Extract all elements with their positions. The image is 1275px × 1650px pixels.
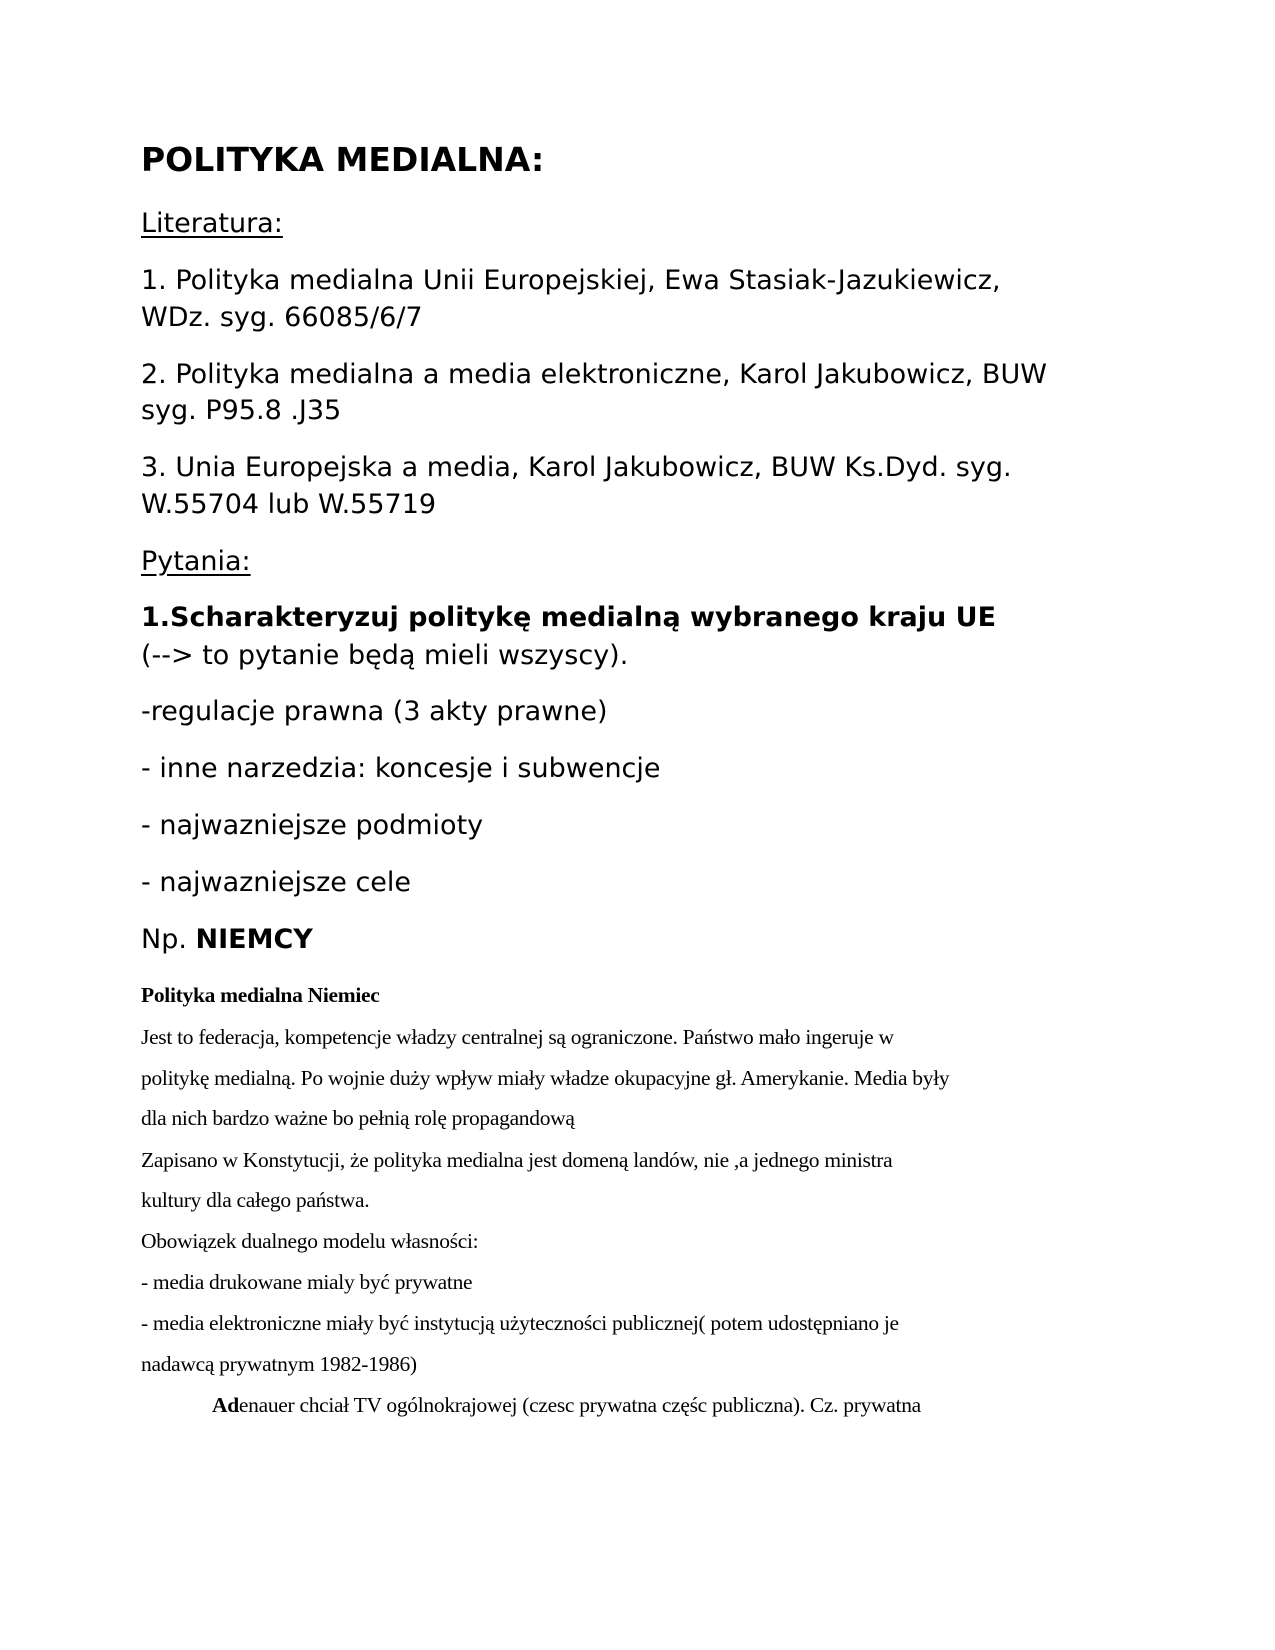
literature-item-2: 2. Polityka medialna a media elektroniczne, Karol Jakubowicz, BUW	[141, 359, 1047, 390]
example-prefix: Np.	[141, 924, 196, 955]
body-line: Jest to federacja, kompetencje władzy centralnej są ograniczone. Państwo mało ingeruje w	[141, 1025, 894, 1049]
document-title: POLITYKA MEDIALNA:	[141, 140, 545, 179]
literature-item-1-cont: WDz. syg. 66085/6/7	[141, 302, 423, 333]
literature-item-1: 1. Polityka medialna Unii Europejskiej, Ewa Stasiak-Jazukiewicz,	[141, 265, 1001, 296]
body-line-rest: enauer chciał TV ogólnokrajowej (czesc prywatna częśc publiczna). Cz. prywatna	[238, 1393, 921, 1417]
bold-fragment: Ad	[212, 1393, 239, 1417]
literature-heading: Literatura:	[141, 208, 283, 239]
question-1: 1.Scharakteryzuj politykę medialną wybranego kraju UE	[141, 602, 997, 633]
point-item: - inne narzedzia: koncesje i subwencje	[141, 753, 661, 784]
body-line: - media drukowane mialy być prywatne	[141, 1270, 473, 1294]
point-item: - najwazniejsze podmioty	[141, 810, 484, 841]
literature-item-3-cont: W.55704 lub W.55719	[141, 489, 437, 520]
body-line: Zapisano w Konstytucji, że polityka medialna jest domeną landów, nie ,a jednego ministra	[141, 1148, 893, 1172]
question-1-note: (--> to pytanie będą mieli wszyscy).	[141, 640, 629, 671]
body-line: nadawcą prywatnym 1982-1986)	[141, 1352, 417, 1376]
body-line: politykę medialną. Po wojnie duży wpływ miały władze okupacyjne gł. Amerykanie. Media były	[141, 1066, 950, 1090]
body-line: dla nich bardzo ważne bo pełnią rolę propagandową	[141, 1106, 575, 1130]
point-item: - najwazniejsze cele	[141, 867, 412, 898]
literature-item-3: 3. Unia Europejska a media, Karol Jakubowicz, BUW Ks.Dyd. syg.	[141, 452, 1012, 483]
body-line-indented	[212, 1385, 921, 1425]
questions-heading: Pytania:	[141, 546, 251, 577]
body-line: - media elektroniczne miały być instytucją użyteczności publicznej( potem udostępniano je	[141, 1311, 899, 1335]
point-item: -regulacje prawna (3 akty prawne)	[141, 696, 608, 727]
example-heading	[141, 920, 313, 960]
literature-item-2-cont: syg. P95.8 .J35	[141, 395, 342, 426]
body-line: kultury dla całego państwa.	[141, 1188, 370, 1212]
body-line: Obowiązek dualnego modelu własności:	[141, 1229, 479, 1253]
example-country: NIEMCY	[195, 924, 313, 955]
section-heading: Polityka medialna Niemiec	[141, 983, 380, 1007]
